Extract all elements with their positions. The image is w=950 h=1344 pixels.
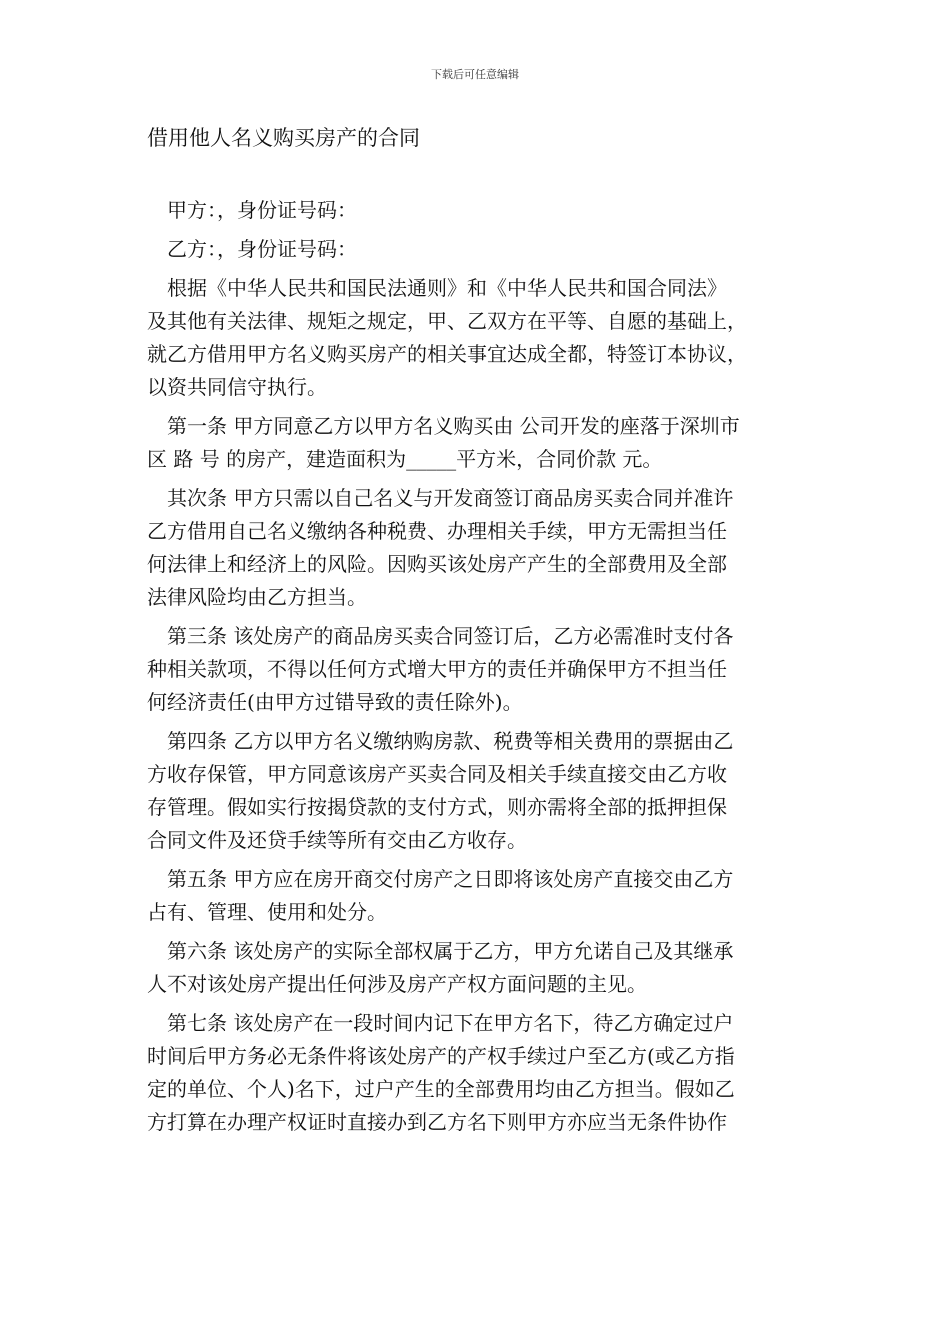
- paragraph-line: 合同文件及还贷手续等所有交由乙方收存。: [147, 828, 527, 852]
- paragraph-line: 人不对该处房产提出任何涉及房产产权方面问题的主见。: [147, 972, 647, 996]
- paragraph-line: 定的单位、个人)名下，过户产生的全部费用均由乙方担当。假如乙: [147, 1077, 735, 1101]
- paragraph: [147, 233, 807, 266]
- paragraph-line: 占有、管理、使用和处分。: [147, 900, 387, 924]
- paragraph-line: 何经济责任(由甲方过错导致的责任除外)。: [147, 690, 523, 714]
- paragraph-line: 时间后甲方务必无条件将该处房产的产权手续过户至乙方(或乙方指: [147, 1044, 735, 1068]
- paragraph-line: 甲方：，身份证号码：: [167, 198, 357, 222]
- paragraph: [147, 1007, 807, 1139]
- paragraph-line: 种相关款项，不得以任何方式增大甲方的责任并确保甲方不担当任: [147, 657, 727, 681]
- paragraph: [147, 482, 807, 614]
- paragraph-line: 其次条 甲方只需以自己名义与开发商签订商品房买卖合同并准许: [167, 486, 734, 510]
- paragraph: [147, 272, 807, 404]
- document-title: 借用他人名义购买房产的合同: [147, 126, 420, 150]
- paragraph-line: 何法律上和经济上的风险。因购买该处房产产生的全部费用及全部: [147, 552, 727, 576]
- paragraph: [147, 725, 807, 857]
- paragraph-line: 法律风险均由乙方担当。: [147, 585, 367, 609]
- document-body: [147, 194, 807, 1145]
- paragraph: [147, 194, 807, 227]
- paragraph-line: 就乙方借用甲方名义购买房产的相关事宜达成全都，特签订本协议，: [147, 342, 747, 366]
- paragraph-line: 第七条 该处房产在一段时间内记下在甲方名下，待乙方确定过户: [167, 1011, 734, 1035]
- paragraph-line: 第三条 该处房产的商品房买卖合同签订后，乙方必需准时支付各: [167, 624, 734, 648]
- paragraph: [147, 935, 807, 1001]
- paragraph-line: 第一条 甲方同意乙方以甲方名义购买由 公司开发的座落于深圳市: [167, 414, 740, 438]
- paragraph-line: 根据《中华人民共和国民法通则》和《中华人民共和国合同法》: [167, 276, 727, 300]
- paragraph: [147, 863, 807, 929]
- paragraph-line: 及其他有关法律、规矩之规定，甲、乙双方在平等、自愿的基础上，: [147, 309, 747, 333]
- paragraph: [147, 410, 807, 476]
- paragraph-line: 存管理。假如实行按揭贷款的支付方式，则亦需将全部的抵押担保: [147, 795, 727, 819]
- paragraph-line: 区 路 号 的房产，建造面积为_____平方米，合同价款 元。: [147, 447, 663, 471]
- paragraph-line: 第四条 乙方以甲方名义缴纳购房款、税费等相关费用的票据由乙: [167, 729, 734, 753]
- paragraph-line: 第五条 甲方应在房开商交付房产之日即将该处房产直接交由乙方: [167, 867, 734, 891]
- paragraph-line: 方收存保管，甲方同意该房产买卖合同及相关手续直接交由乙方收: [147, 762, 727, 786]
- paragraph-line: 第六条 该处房产的实际全部权属于乙方，甲方允诺自己及其继承: [167, 939, 734, 963]
- paragraph-line: 乙方：，身份证号码：: [167, 237, 357, 261]
- paragraph-line: 乙方借用自己名义缴纳各种税费、办理相关手续，甲方无需担当任: [147, 519, 727, 543]
- paragraph-line: 以资共同信守执行。: [147, 375, 327, 399]
- page-header: 下载后可任意编辑: [431, 68, 519, 81]
- paragraph-line: 方打算在办理产权证时直接办到乙方名下则甲方亦应当无条件协作: [147, 1110, 727, 1134]
- paragraph: [147, 620, 807, 719]
